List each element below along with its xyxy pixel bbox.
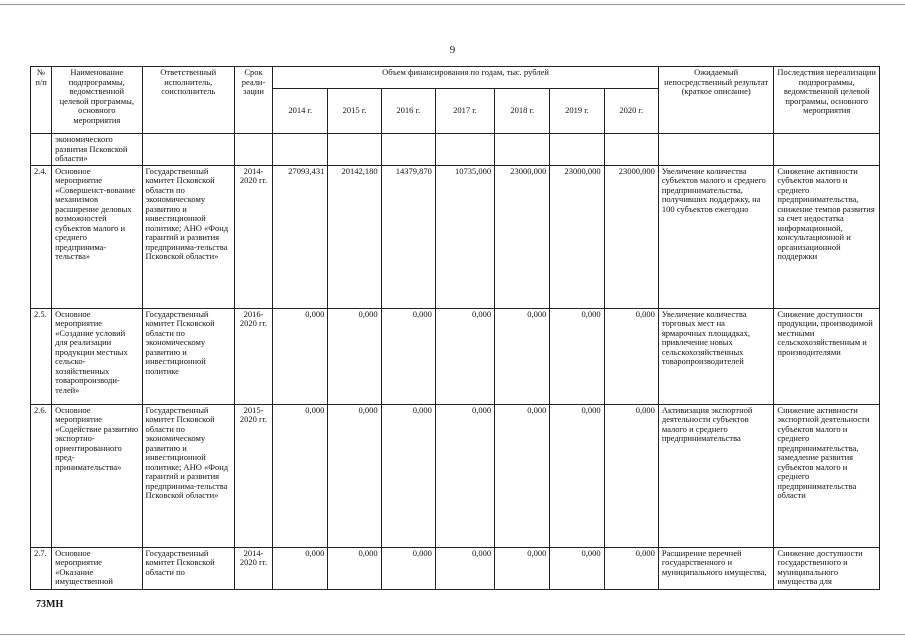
cell-value: 0,000 [495,547,550,589]
cell-value: 0,000 [273,404,328,547]
header-funding: Объем финансирования по годам, тыс. рублей [273,67,659,89]
table-row [31,547,880,589]
cell-value: 0,000 [550,404,604,547]
cell-value: 23000,000 [550,165,604,308]
cell-value: 20142,180 [328,165,381,308]
cell-value: 0,000 [604,404,658,547]
scan-edge-bottom [0,634,905,635]
header-row-1 [31,67,880,89]
cell-value: 0,000 [328,404,381,547]
cell-name: Основное мероприятие «Совершенст-вование механизмов расширение деловых возможностей субъектов малого и среднего предпринима-тельства» [52,165,142,308]
cell-result: Увеличение количества торговых мест на ярмарочных площадках, привлечение новых сельскохозяйственных товаропроизводителей [658,308,774,404]
cell-term: 2016-2020 гг. [234,308,272,404]
cell-value: 0,000 [604,547,658,589]
cell-executor: Государственный комитет Псковской области по [142,547,234,589]
cell-value: 0,000 [381,404,435,547]
table-row [31,404,880,547]
cell-value: 0,000 [328,547,381,589]
cell-name: Основное мероприятие «Создание условий для реализации продукции местных сельско-хозяйственных товаропроизводи-телей» [52,308,142,404]
cell-value: 14379,870 [381,165,435,308]
cell-result: Расширение перечней государственного и муниципального имущества, [658,547,774,589]
cell-value: 23000,000 [495,165,550,308]
cell-value: 0,000 [435,404,494,547]
header-term: Срок реали-зации [234,67,272,134]
cell-value: 0,000 [604,308,658,404]
cell-result: Увеличение количества субъектов малого и среднего предпринимательства, получивших поддержку, на 100 субъектов ежегодно [658,165,774,308]
cell-value: 0,000 [550,547,604,589]
header-year: 2017 г. [435,89,494,134]
cell-value: 23000,000 [604,165,658,308]
header-result: Ожидаемый непосредственный результат (краткое описание) [658,67,774,134]
table-row-continuation [31,134,880,166]
cell-value: 0,000 [328,308,381,404]
cell-num: 2.5. [31,308,52,404]
header-year: 2015 г. [328,89,381,134]
scan-edge-top [0,4,905,5]
header-year: 2020 г. [604,89,658,134]
cell-executor: Государственный комитет Псковской области по экономическому развитию и инвестиционной политике; АНО «Фонд гарантий и развития предпринима-тельства Псковской области» [142,404,234,547]
cell-num: 2.6. [31,404,52,547]
table-row [31,308,880,404]
cell-value: 0,000 [273,308,328,404]
cell-value: 0,000 [550,308,604,404]
cell-value: 0,000 [435,308,494,404]
cell-consequences: Снижение активности субъектов малого и среднего предпринимательства, снижение темпов развития за счет недостатка информационной, консультационной и организационной поддержки [774,165,880,308]
cell-value: 0,000 [495,404,550,547]
cell-executor: Государственный комитет Псковской области по экономическому развитию и инвестиционной политике [142,308,234,404]
cell-value: 0,000 [381,308,435,404]
cell-consequences: Снижение доступности продукции, производимой местными сельскохозяйственным и производителями [774,308,880,404]
cell-value: 0,000 [381,547,435,589]
cell-num: 2.4. [31,165,52,308]
cell-num: 2.7. [31,547,52,589]
cell-name: Основное мероприятие «Содействие развитию экспортно-ориентированного пред-принимательства» [52,404,142,547]
cell-name: Основное мероприятие «Оказание имущественной [52,547,142,589]
footer-code: 73МН [36,599,64,610]
cell-value: 10735,000 [435,165,494,308]
header-year: 2018 г. [495,89,550,134]
page-number: 9 [449,44,456,56]
header-year: 2016 г. [381,89,435,134]
cell-name: экономического развития Псковской области» [52,134,142,166]
header-executor: Ответственный исполнитель, соисполнитель [142,67,234,134]
cell-term: 2015-2020 гг. [234,404,272,547]
cell-consequences: Снижение доступности государственного и муниципального имущества для [774,547,880,589]
header-year: 2014 г. [273,89,328,134]
table-row [31,165,880,308]
cell-term: 2014-2020 гг. [234,547,272,589]
cell-executor: Государственный комитет Псковской области по экономическому развитию и инвестиционной политике; АНО «Фонд гарантий и развития предпринима-тельства Псковской области» [142,165,234,308]
cell-result: Активизация экспортной деятельности субъектов малого и среднего предпринимательства [658,404,774,547]
cell-term: 2014-2020 гг. [234,165,272,308]
cell-value: 27093,431 [273,165,328,308]
cell-consequences: Снижение активности экспортной деятельности субъектов малого и среднего предпринимательства, замедление развития субъектов малого и среднего предпринимательства области [774,404,880,547]
header-consequences: Последствия нереализации подпрограммы, ведомственной целевой программы, основного мероприятия [774,67,880,134]
cell-value: 0,000 [495,308,550,404]
header-name: Наименование подпрограммы, ведомственной целевой программы, основного мероприятия [52,67,142,134]
header-year: 2019 г. [550,89,604,134]
financing-table [30,66,880,590]
header-num: № п/п [31,67,52,134]
cell-value: 0,000 [273,547,328,589]
cell-value: 0,000 [435,547,494,589]
